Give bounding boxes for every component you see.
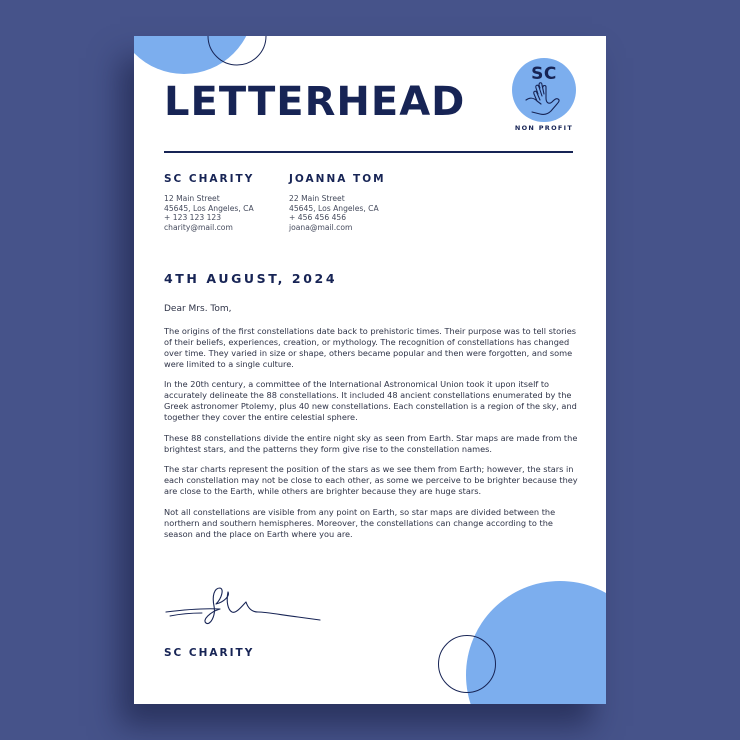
recipient-email: joana@mail.com [289,222,353,232]
logo-tagline: NON PROFIT [514,124,574,132]
recipient-street: 22 Main Street [289,194,345,203]
logo [512,58,576,122]
body-paragraph: Not all constellations are visible from any point on Earth, so star maps are divided between the northern and southern hemispheres. Moreover, the constellations can change according to the season and the place on Earth where you are. [164,506,556,539]
sender-email: charity@mail.com [164,222,233,232]
sender-street: 12 Main Street [164,194,220,203]
header-divider [164,151,573,153]
body-paragraph: The star charts represent the position of the stars as we see them from Earth; however, the stars in each constellation may not be close to each other, as some we perceive to be brighter because they are close to the Earth, while others are brighter because they are huge stars. [164,464,578,497]
logo-initials: SC [531,64,557,84]
hand-icon [524,82,568,122]
sender-city: 45645, Los Angeles, CA [164,203,254,213]
top-left-blue-circle [134,36,254,74]
recipient-city: 45645, Los Angeles, CA [289,203,379,213]
letterhead-page [134,36,606,704]
body-paragraph: The origins of the first constellations date back to prehistoric times. Their purpose was to tell stories of their beliefs, experiences, creation, or mythology. The recognition of constellations has changed over time. They varied in size or shape, others became popular and then were forgotten, and some were limited to a single culture. [164,326,577,369]
sender-phone: + 123 123 123 [164,213,222,223]
bottom-right-blue-circle [466,581,606,704]
recipient-name: JOANNA TOM [289,173,386,185]
recipient-phone: + 456 456 456 [289,213,347,223]
recipient-block [289,173,386,232]
letter-body [164,326,582,549]
salutation: Dear Mrs. Tom, [164,304,232,314]
sender-name: SC CHARITY [164,173,255,185]
letter-date: 4TH AUGUST, 2024 [164,271,338,286]
signature-name: SC CHARITY [164,647,255,659]
body-paragraph: In the 20th century, a committee of the International Astronomical Union took it upon itself to accurately delineate the 88 constellations. It included 48 ancient constellations enumerated by the Greek astronomer Ptolemy, plus 40 new constellations. Each constellation is a region of the sky, and together they cover the entire celestial sphere. [164,379,577,423]
body-paragraph: These 88 constellations divide the entire night sky as seen from Earth. Star maps are made from the brightest stars, and the patterns they form give rise to the constellation names. [164,432,578,454]
sender-block [164,173,254,232]
signature [162,582,332,630]
page-title: LETTERHEAD [164,79,466,125]
